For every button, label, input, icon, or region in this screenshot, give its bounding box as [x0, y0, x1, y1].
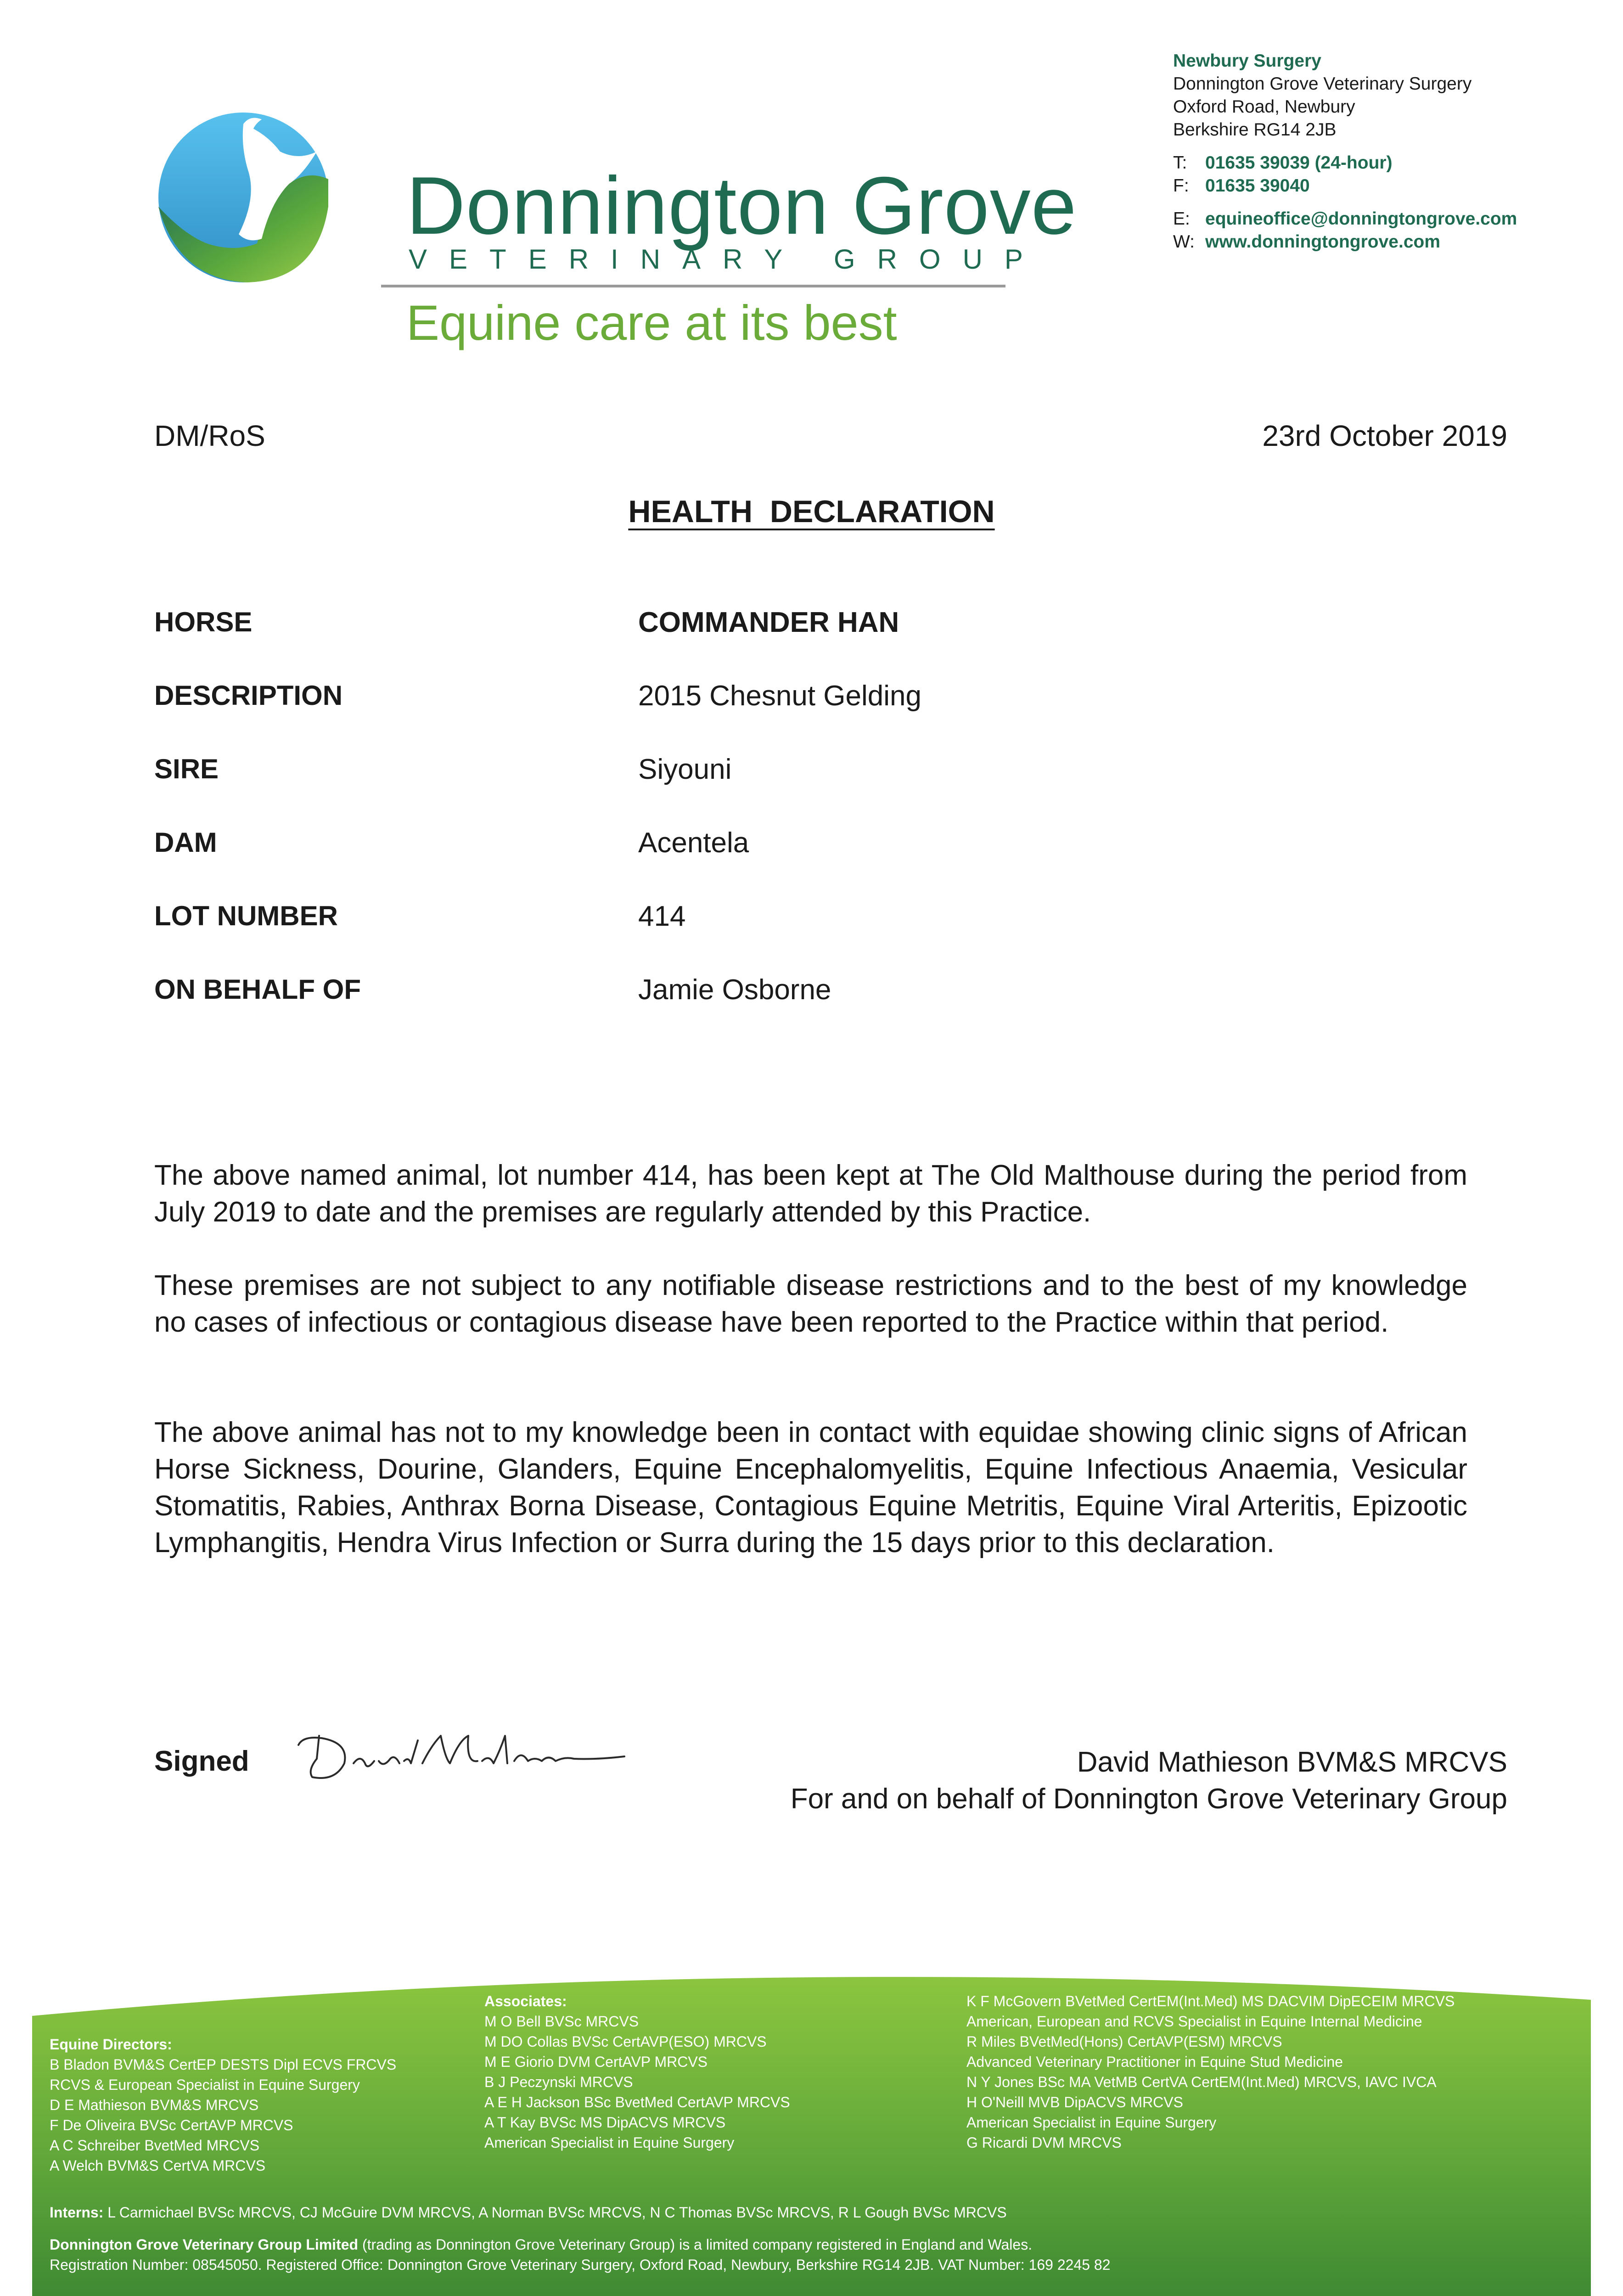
reference: DM/RoS — [154, 419, 265, 452]
heading-text: HEALTH DECLARATION — [628, 494, 995, 529]
associate-line: B J Peczynski MRCVS — [484, 2074, 633, 2090]
field-value-dam: Acentela — [638, 827, 749, 859]
vet-line: American, European and RCVS Specialist in Equine Internal Medicine — [966, 2013, 1422, 2030]
company-description: (trading as Donnington Grove Veterinary Group) is a limited company registered in England and Wales. — [362, 2236, 1033, 2253]
signatory-name: David Mathieson BVM&S MRCVS — [1077, 1746, 1507, 1778]
associate-line: M E Giorio DVM CertAVP MRCVS — [484, 2054, 708, 2070]
vet-line: American Specialist in Equine Surgery — [966, 2114, 1217, 2131]
vet-line: R Miles BVetMed(Hons) CertAVP(ESM) MRCVS — [966, 2033, 1282, 2050]
footer-other-vets — [966, 1991, 1455, 2153]
field-label-sire: SIRE — [154, 754, 219, 784]
paragraph-premises: The above named animal, lot number 414, has been kept at The Old Malthouse during the period from July 2019 to date and the premises are regularly attended by this Practice. — [154, 1159, 1467, 1228]
signatory-organisation: For and on behalf of Donnington Grove Veterinary Group — [790, 1783, 1507, 1815]
paragraph-diseases: The above animal has not to my knowledge been in contact with equidae showing clinic signs of African Horse Sickness, Dourine, Glanders, Equine Encephalomyelitis, Equine Infectious Anaemia, Vesicular Stomatitis, Rabies, Anthrax Borna Disease, Contagious Equine Metritis, Equine Viral Arteritis, Epizootic Lymphangitis, Hendra Virus Infection or Surra during the 15 days prior to this declaration. — [154, 1417, 1467, 1559]
associate-line: M O Bell BVSc MRCVS — [484, 2013, 639, 2030]
interns-label: Interns: — [50, 2204, 104, 2221]
director-line: F De Oliveira BVSc CertAVP MRCVS — [50, 2117, 293, 2133]
vet-line: K F McGovern BVetMed CertEM(Int.Med) MS DACVIM DipECEIM MRCVS — [966, 1993, 1455, 2009]
associate-line: M DO Collas BVSc CertAVP(ESO) MRCVS — [484, 2033, 767, 2050]
vet-line: N Y Jones BSc MA VetMB CertVA CertEM(Int.Med) MRCVS, IAVC IVCA — [966, 2074, 1437, 2090]
brand-subtitle: VETERINARY GROUP — [409, 244, 1045, 275]
directors-title: Equine Directors: — [50, 2036, 172, 2053]
field-value-description: 2015 Chesnut Gelding — [638, 680, 922, 712]
web-label: W: — [1173, 232, 1195, 252]
horse-head-logo — [152, 106, 335, 289]
director-line: B Bladon BVM&S CertEP DESTS Dipl ECVS FRCVS — [50, 2056, 397, 2073]
footer-associates — [484, 1991, 790, 2153]
footer-registration: Registration Number: 08545050. Registered Office: Donnington Grove Veterinary Surgery, Oxford Road, Newbury, Berkshire RG14 2JB. VAT Number: 169 2245 82 — [50, 2257, 1111, 2273]
field-label-description: DESCRIPTION — [154, 680, 343, 711]
email-link[interactable]: equineoffice@donningtongrove.com — [1205, 209, 1517, 229]
fax-label: F: — [1173, 176, 1189, 196]
address-line-2: Oxford Road, Newbury — [1173, 97, 1355, 117]
signed-label: Signed — [154, 1745, 249, 1777]
field-label-lot-number: LOT NUMBER — [154, 900, 338, 931]
interns-list: L Carmichael BVSc MRCVS, CJ McGuire DVM MRCVS, A Norman BVSc MRCVS, N C Thomas BVSc MRCVS, R L Gough BVSc MRCVS — [107, 2204, 1007, 2221]
website-link[interactable]: www.donningtongrove.com — [1205, 232, 1441, 252]
field-value-horse: COMMANDER HAN — [638, 607, 899, 638]
director-line: A C Schreiber BvetMed MRCVS — [50, 2137, 260, 2154]
surgery-name: Newbury Surgery — [1173, 51, 1321, 71]
footer-directors — [50, 2034, 396, 2176]
fax-number: 01635 39040 — [1205, 176, 1310, 196]
header-divider — [381, 285, 1005, 287]
handwritten-signature — [285, 1717, 634, 1791]
brand-tagline: Equine care at its best — [406, 295, 897, 350]
director-line: RCVS & European Specialist in Equine Surgery — [50, 2077, 360, 2093]
contact-block — [1173, 50, 1517, 253]
director-line: A Welch BVM&S CertVA MRCVS — [50, 2157, 266, 2174]
director-line: D E Mathieson BVM&S MRCVS — [50, 2097, 259, 2113]
vet-line: H O'Neill MVB DipACVS MRCVS — [966, 2094, 1183, 2110]
vet-line: G Ricardi DVM MRCVS — [966, 2134, 1122, 2151]
vet-line: Advanced Veterinary Practitioner in Equine Stud Medicine — [966, 2054, 1343, 2070]
field-label-on-behalf-of: ON BEHALF OF — [154, 974, 361, 1005]
associate-line: American Specialist in Equine Surgery — [484, 2134, 735, 2151]
associate-line: A T Kay BVSc MS DipACVS MRCVS — [484, 2114, 726, 2131]
tel-number[interactable]: 01635 39039 (24-hour) — [1205, 153, 1393, 173]
brand-title: Donnington Grove — [406, 160, 1077, 251]
footer-company — [50, 2234, 1032, 2255]
address-line-1: Donnington Grove Veterinary Surgery — [1173, 74, 1472, 94]
field-value-lot-number: 414 — [638, 900, 686, 932]
email-label: E: — [1173, 209, 1190, 229]
field-label-dam: DAM — [154, 827, 217, 858]
associates-title: Associates: — [484, 1993, 567, 2009]
associate-line: A E H Jackson BSc BvetMed CertAVP MRCVS — [484, 2094, 790, 2110]
footer-interns — [50, 2202, 1007, 2223]
paragraph-restrictions: These premises are not subject to any notifiable disease restrictions and to the best of my knowledge no cases of infectious or contagious disease have been reported to the Practice within that period. — [154, 1270, 1467, 1338]
field-value-on-behalf-of: Jamie Osborne — [638, 974, 831, 1006]
document-date: 23rd October 2019 — [1262, 419, 1507, 452]
document-heading — [0, 494, 1623, 529]
address-line-3: Berkshire RG14 2JB — [1173, 120, 1337, 140]
company-name: Donnington Grove Veterinary Group Limited — [50, 2236, 359, 2253]
tel-label: T: — [1173, 153, 1187, 173]
field-value-sire: Siyouni — [638, 754, 732, 785]
field-label-horse: HORSE — [154, 607, 253, 637]
signatory-block — [791, 1744, 1507, 1818]
